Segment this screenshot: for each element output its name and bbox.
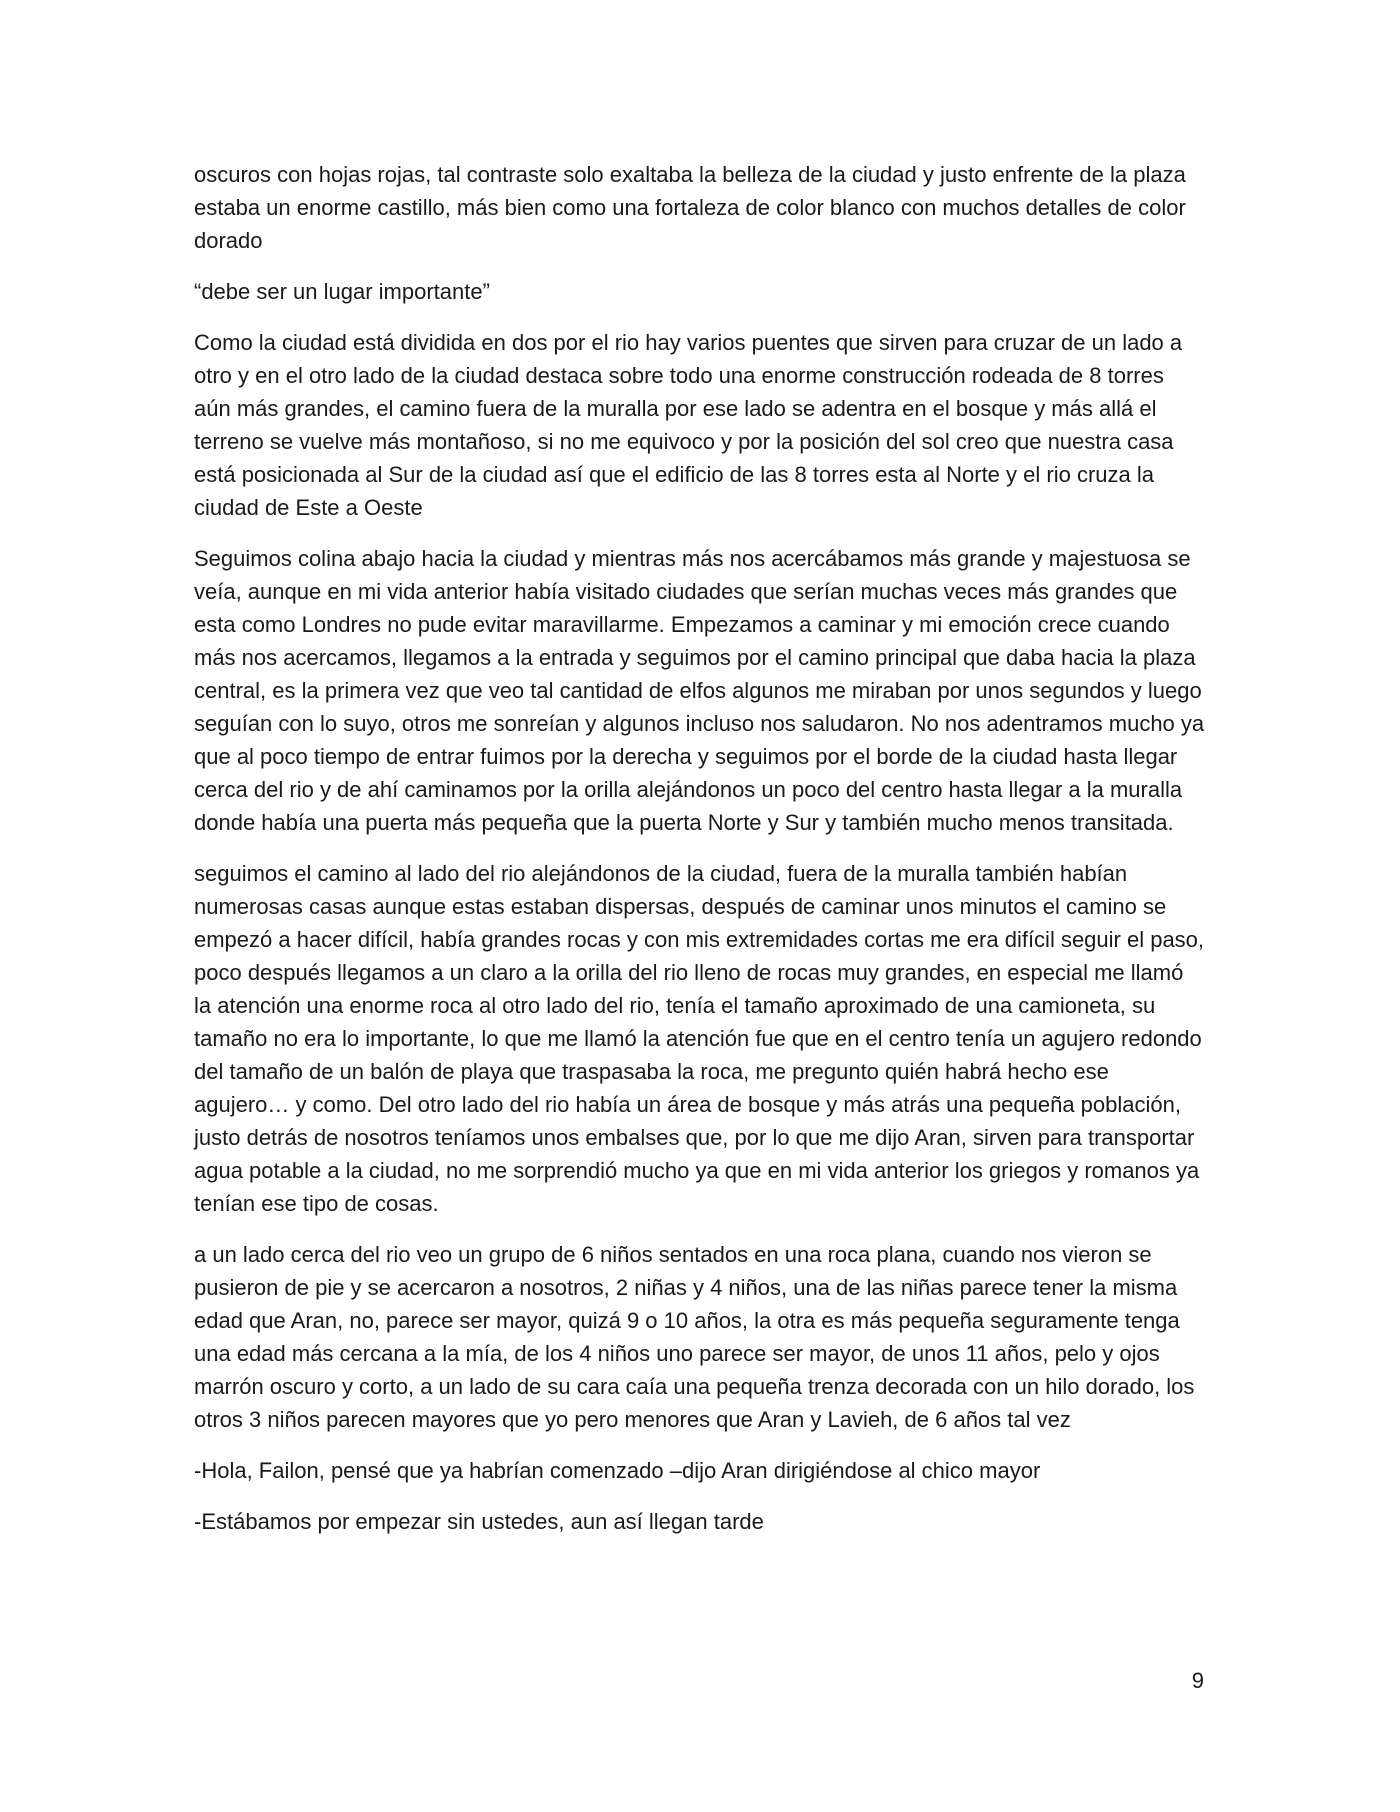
body-text [194,158,1206,1556]
paragraph: a un lado cerca del rio veo un grupo de 6 niños sentados en una roca plana, cuando nos vieron se pusieron de pie y se acercaron a nosotros, 2 niñas y 4 niños, una de las niñas parece tener la misma edad que Aran, no, parece ser mayor, quizá 9 o 10 años, la otra es más pequeña seguramente tenga una edad más cercana a la mía, de los 4 niños uno parece ser mayor, de unos 11 años, pelo y ojos marrón oscuro y corto, a un lado de su cara caía una pequeña trenza decorada con un hilo dorado, los otros 3 niños parecen mayores que yo pero menores que Aran y Lavieh, de 6 años tal vez [194,1242,1195,1432]
page-number: 9 [1191,1668,1204,1693]
paragraph: Como la ciudad está dividida en dos por el rio hay varios puentes que sirven para cruzar de un lado a otro y en el otro lado de la ciudad destaca sobre todo una enorme construcción rodeada de 8 torres aún más grandes, el camino fuera de la muralla por ese lado se adentra en el bosque y más allá el terreno se vuelve más montañoso, si no me equivoco y por la posición del sol creo que nuestra casa está posicionada al Sur de la ciudad así que el edificio de las 8 torres esta al Norte y el rio cruza la ciudad de Este a Oeste [194,330,1183,520]
dialogue-line: -Hola, Failon, pensé que ya habrían comenzado –dijo Aran dirigiéndose al chico mayor [194,1458,1041,1483]
paragraph: seguimos el camino al lado del rio alejándonos de la ciudad, fuera de la muralla también habían numerosas casas aunque estas estaban dispersas, después de caminar unos minutos el camino se empezó a hacer difícil, había grandes rocas y con mis extremidades cortas me era difícil seguir el paso, poco después llegamos a un claro a la orilla del rio lleno de rocas muy grandes, en especial me llamó la atención una enorme roca al otro lado del rio, tenía el tamaño aproximado de una camioneta, su tamaño no era lo importante, lo que me llamó la atención fue que en el centro tenía un agujero redondo del tamaño de un balón de playa que traspasaba la roca, me pregunto quién habrá hecho ese agujero… y como. Del otro lado del rio había un área de bosque y más atrás una pequeña población, justo detrás de nosotros teníamos unos embalses que, por lo que me dijo Aran, sirven para transportar agua potable a la ciudad, no me sorprendió mucho ya que en mi vida anterior los griegos y romanos ya tenían ese tipo de cosas. [194,861,1205,1216]
paragraph: “debe ser un lugar importante” [194,279,490,304]
paragraph: Seguimos colina abajo hacia la ciudad y mientras más nos acercábamos más grande y majestuosa se veía, aunque en mi vida anterior había visitado ciudades que serían muchas veces más grandes que esta como Londres no pude evitar maravillarme. Empezamos a caminar y mi emoción crece cuando más nos acercamos, llegamos a la entrada y seguimos por el camino principal que daba hacia la plaza central, es la primera vez que veo tal cantidad de elfos algunos me miraban por unos segundos y luego seguían con lo suyo, otros me sonreían y algunos incluso nos saludaron. No nos adentramos mucho ya que al poco tiempo de entrar fuimos por la derecha y seguimos por el borde de la ciudad hasta llegar cerca del rio y de ahí caminamos por la orilla alejándonos un poco del centro hasta llegar a la muralla donde había una puerta más pequeña que la puerta Norte y Sur y también mucho menos transitada. [194,546,1205,835]
paragraph: oscuros con hojas rojas, tal contraste solo exaltaba la belleza de la ciudad y justo enfrente de la plaza estaba un enorme castillo, más bien como una fortaleza de color blanco con muchos detalles de color dorado [194,162,1186,253]
dialogue-line: -Estábamos por empezar sin ustedes, aun así llegan tarde [194,1509,764,1534]
